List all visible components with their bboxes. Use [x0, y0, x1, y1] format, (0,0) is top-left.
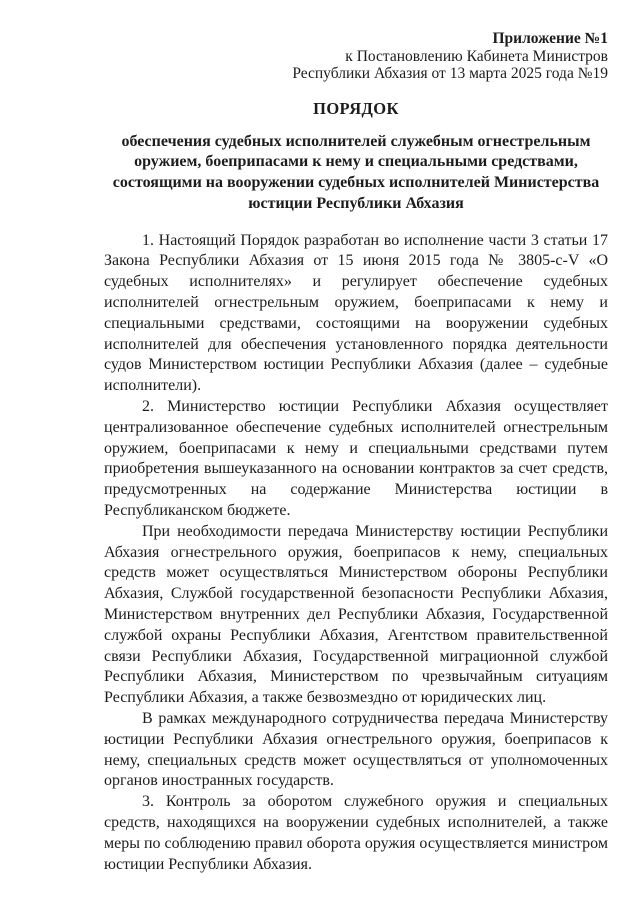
paragraph: 1. Настоящий Порядок разработан во исполнение части 3 статьи 17 Закона Республики Абхазия от 15 июня 2015 года № 3805-с-V «О судебных исполнителях» и регулирует обеспечение судебных исполнителей огнестрельным оружием, боеприпасами к нему и специальными средствами, состоящими на вооружении судебных исполнителей для обеспечения установленного порядка деятельности судов Министерством юстиции Республики Абхазия (далее – судебные исполнители).	[104, 231, 608, 395]
paragraph: 3. Контроль за оборотом служебного оружия и специальных средств, находящихся на вооружении судебных исполнителей, а также меры по соблюдению правил оборота оружия осуществляется министром юстиции Республики Абхазия.	[104, 793, 608, 873]
document-subtitle: обеспечения судебных исполнителей служебным огнестрельным оружием, боеприпасами к нему и специальными средствами, состоящими на вооружении судебных исполнителей Министерства юстиции Республики Абхазия	[112, 132, 600, 212]
decree-reference-line-1: к Постановлению Кабинета Министров	[345, 47, 608, 65]
paragraph: 2. Министерство юстиции Республики Абхазия осуществляет централизованное обеспечение судебных исполнителей огнестрельным оружием, боеприпасами к нему и специальными средствами путем приобретения вышеуказанного на основании контрактов за счет средств, предусмотренных на содержание Министерства юстиции в Республиканском бюджете.	[104, 398, 608, 520]
paragraph: В рамках международного сотрудничества передача Министерству юстиции Республики Абхазия огнестрельного оружия, боеприпасов к нему, специальных средств может осуществляться от уполномоченных органов иностранных государств.	[104, 710, 608, 790]
document-header	[104, 30, 608, 83]
appendix-label: Приложение №1	[492, 30, 608, 47]
decree-reference-line-2: Республики Абхазия от 13 марта 2025 года №19	[292, 65, 608, 82]
paragraph: При необходимости передача Министерству юстиции Республики Абхазия огнестрельного оружия, боеприпасов к нему, специальных средств может осуществляться Министерством обороны Республики Абхазия, Службой государственной безопасности Республики Абхазия, Министерством внутренних дел Республики Абхазия, Государственной службой охраны Республики Абхазия, Агентством правительственной связи Республики Абхазия, Государственной миграционной службой Республики Абхазия, Министерством по чрезвычайным ситуациям Республики Абхазия, а также безвозмездно от юридических лиц.	[104, 522, 608, 707]
document-title: ПОРЯДОК	[313, 98, 399, 118]
document-body	[104, 231, 608, 876]
